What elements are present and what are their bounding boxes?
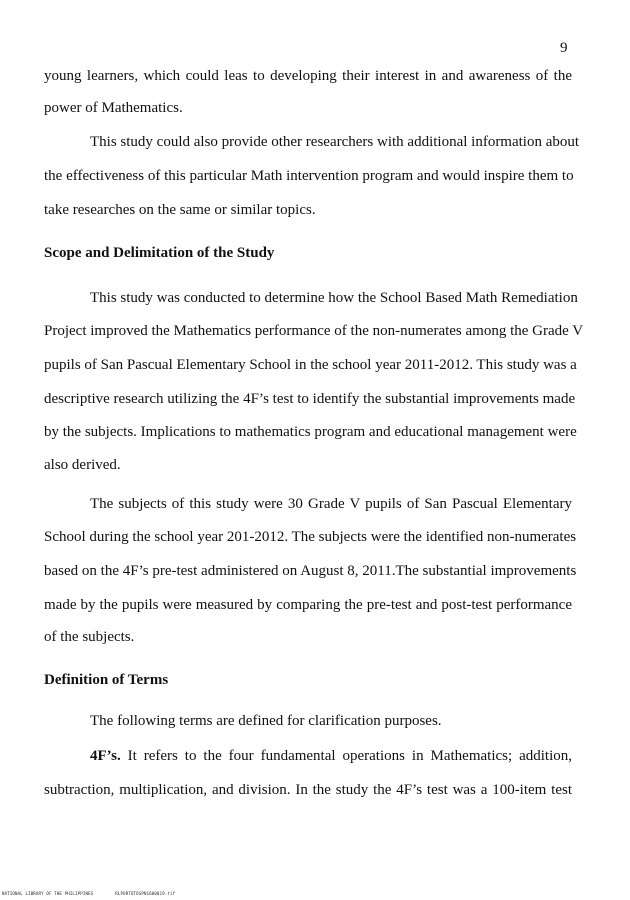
body-text-line: of the subjects. xyxy=(44,629,135,645)
body-text-line: also derived. xyxy=(44,457,121,473)
scan-code: RLPORTOTOSPN1600019.tif xyxy=(115,891,176,896)
body-text-line: The following terms are defined for clarification purposes. xyxy=(90,713,442,729)
body-text-line: This study was conducted to determine how the School Based Math Remediation xyxy=(90,290,578,306)
body-text-line: made by the pupils were measured by comparing the pre-test and post-test performance xyxy=(44,597,572,613)
body-text-line: Project improved the Mathematics performance of the non-numerates among the Grade V xyxy=(44,323,584,339)
body-text-line: young learners, which could leas to developing their interest in and awareness of the xyxy=(44,68,572,84)
section-heading-scope: Scope and Delimitation of the Study xyxy=(44,245,275,261)
library-footer xyxy=(2,891,175,896)
body-text-line: descriptive research utilizing the 4F’s test to identify the substantial improvements made xyxy=(44,391,576,407)
library-name: NATIONAL LIBRARY OF THE PHILIPPINES xyxy=(2,891,94,896)
term-label: 4F’s. xyxy=(90,748,121,764)
page-number: 9 xyxy=(560,40,568,56)
term-definition-text: It refers to the four fundamental operations in Mathematics; addition, xyxy=(120,748,572,764)
body-text-line: pupils of San Pascual Elementary School in the school year 2011-2012. This study was a xyxy=(44,357,577,373)
body-text-line: subtraction, multiplication, and division. In the study the 4F’s test was a 100-item test xyxy=(44,782,572,798)
body-text-line: by the subjects. Implications to mathematics program and educational management were xyxy=(44,424,577,440)
body-text-line: take researches on the same or similar topics. xyxy=(44,202,316,218)
body-text-line: based on the 4F’s pre-test administered on August 8, 2011.The substantial improvements xyxy=(44,563,577,579)
body-text-line: This study could also provide other researchers with additional information about xyxy=(90,134,580,150)
term-definition-line xyxy=(90,746,572,766)
body-text-line: The subjects of this study were 30 Grade V pupils of San Pascual Elementary xyxy=(90,496,572,512)
body-text-line: the effectiveness of this particular Math intervention program and would inspire them to xyxy=(44,168,574,184)
section-heading-definitions: Definition of Terms xyxy=(44,672,169,688)
body-text-line: power of Mathematics. xyxy=(44,100,183,116)
body-text-line: School during the school year 201-2012. The subjects were the identified non-numerates xyxy=(44,529,577,545)
